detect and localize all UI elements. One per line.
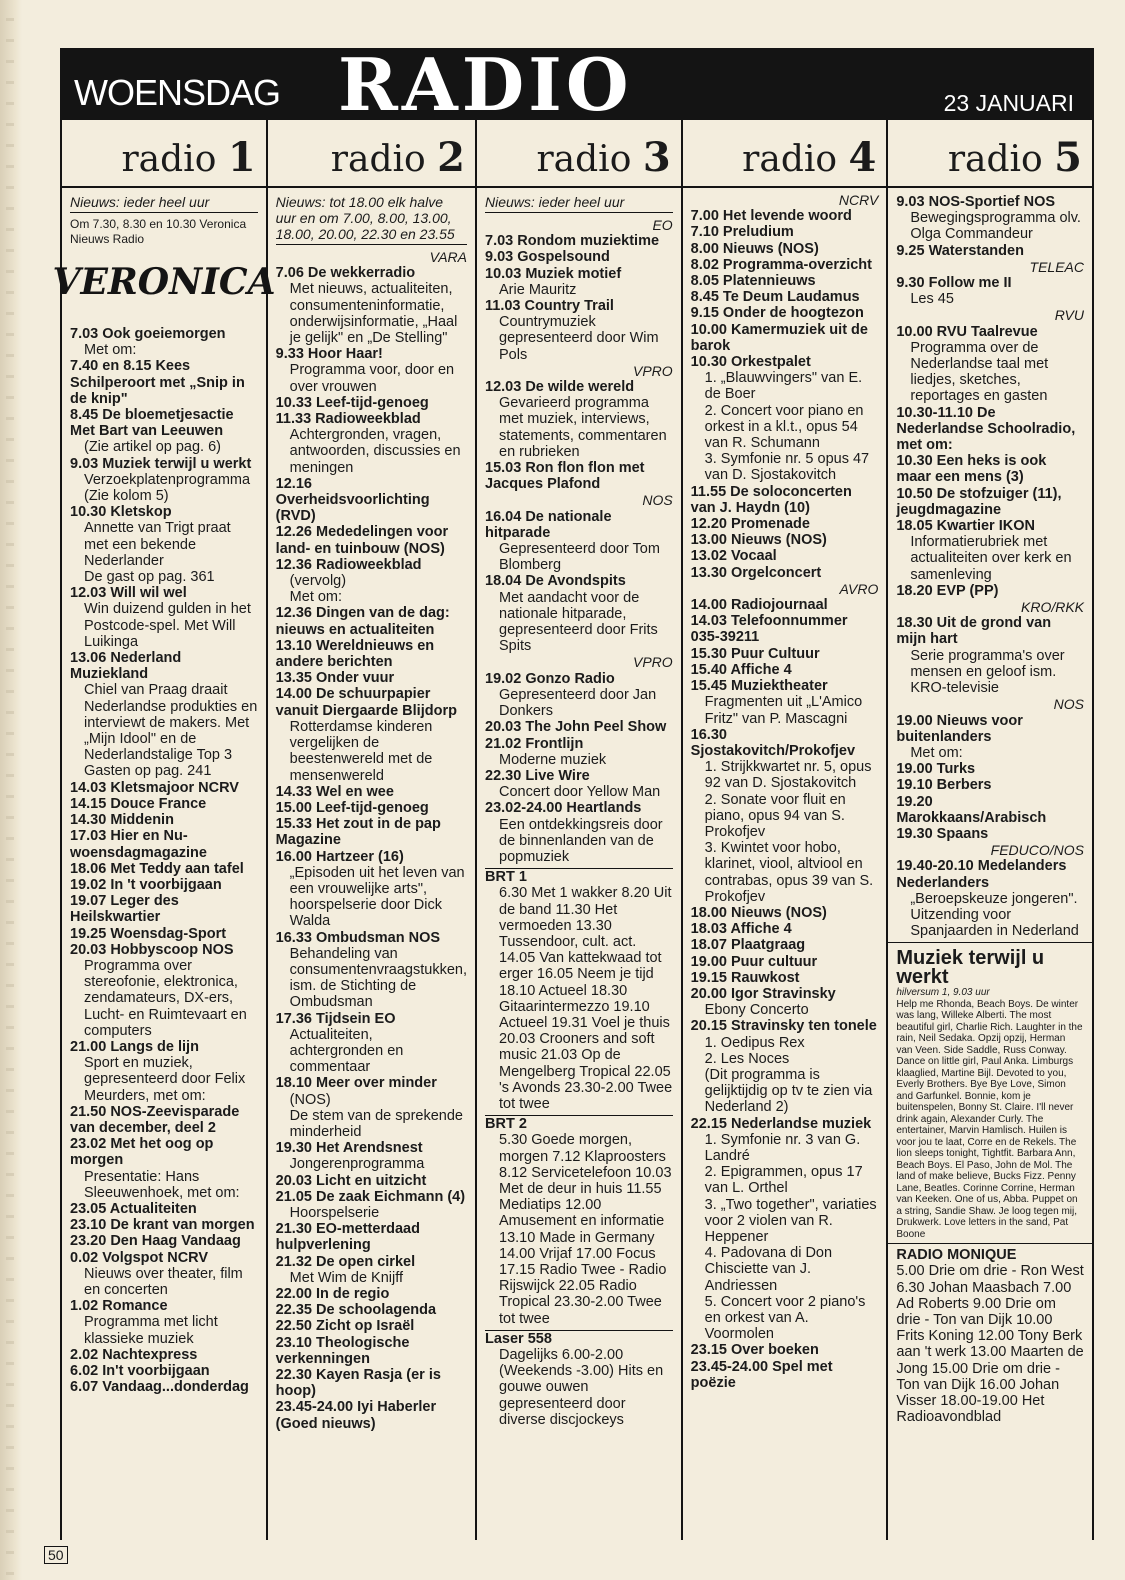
program-entry: 22.00 In de regio [275,1286,390,1302]
broadcaster-label: KRO/RKK [1021,599,1085,616]
program-entry: 21.32 De open cirkel [275,1253,416,1270]
program-entry: 18.07 Plaatgraag [690,937,806,954]
program-entry: 18.10 Meer over minder [275,1075,437,1092]
program-entry: 22.30 Live Wire [485,767,590,784]
program-entry: 23.45-24.00 Iyi Haberler (Goed nieuws) [275,1399,437,1432]
program-entry: 19.30 Spaans [896,825,989,842]
program-entry: 1.02 Romance [70,1298,168,1315]
program-description: 3. Symfonie nr. 5 opus 47 van D. Sjostakovitch [704,451,870,484]
program-entry: 9.15 Onder de hoogtezon [690,305,864,322]
program-entry: 9.03 Gospelsound [485,249,610,266]
news-note: Nieuws: tot 18.00 elk halve uur en om 7.00, 8.00, 13.00, 18.00, 20.00, 22.30 en 23.55 [276,188,467,245]
program-entry: 9.03 Muziek terwijl u werkt [70,455,252,472]
broadcaster-label: NOS [642,492,673,509]
program-entry: 9.33 Hoor Haar! [275,346,383,363]
program-description: 1. „Blauwvingers" van E. de Boer [704,370,863,403]
monique-text: 5.00 Drie om drie - Ron West 6.30 Johan Maasbach 7.00 Ad Roberts 9.00 Drie om drie - Ton van Dijk 10.00 Frits Koning 12.00 Tony Berk aan 't werk 13.00 Maarten de Jong 15.00 Drie om drie - Ton van Dijk 16.00 Johan Visser 18.00-19.00 Het Radioavondblad [896,1263,1084,1426]
program-entry: 12.03 Will wil wel [70,585,187,602]
program-description: De stem van de sprekende minderheid [289,1107,463,1140]
program-entry: 10.03 Muziek motief [485,265,622,282]
program-entry: 10.30-11.10 De Nederlandse Schoolradio, met om: [896,404,1076,454]
program-entry: 8.05 Platennieuws [690,273,816,290]
program-description: Gasten op pag. 241 [84,763,212,780]
program-entry: 18.00 Nieuws (NOS) [690,904,827,921]
program-description: Gepresenteerd door Jan Donkers [499,686,657,720]
program-description: Met Wim de Knijff [289,1269,404,1286]
program-description: Programma over stereofonie, elektronica, zendamateurs, DX-ers, Lucht- en Ruimtevaart en computers [84,957,247,1039]
program-description: Programma met licht klassieke muziek [84,1314,218,1347]
program-description: „Beroepskeuze jongeren". Uitzending voor Spanjaarden in Nederland [910,890,1079,940]
program-entry: 20.03 Hobbyscoop NOS [70,941,234,958]
program-description: Dagelijks 6.00-2.00 (Weekends -3.00) Hits en gouwe ouwen gepresenteerd door diverse discjockeys [499,1347,664,1428]
station-heading: Laser 558 [485,1330,673,1347]
broadcaster-label: VARA [429,249,467,265]
program-entry: 20.15 Stravinsky ten tonele [690,1018,877,1035]
broadcaster-label: NCRV [838,192,879,208]
program-entry: 19.25 Woensdag-Sport [70,925,227,942]
program-entry: 8.45 De bloemetjesactie Met Bart van Leeuwen [70,407,234,440]
program-entry: 18.20 EVP (PP) [896,582,999,599]
program-description: Actualiteiten, achtergronden en commentaar [289,1026,404,1076]
program-entry: 19.40-20.10 Medelanders Nederlanders [896,858,1067,891]
program-entry: 14.15 Douce France [70,795,207,812]
program-description: Ebony Concerto [704,1002,809,1019]
program-entry: 20.03 The John Peel Show [485,719,667,736]
program-entry: 19.07 Leger des Heilskwartier [70,893,179,926]
program-entry: 13.35 Onder vuur [275,670,395,687]
program-entry: 19.30 Het Arendsnest [275,1140,423,1157]
program-entry: 18.30 Uit de grond van mijn hart [896,615,1052,648]
broadcaster-label: RVU [1054,307,1085,324]
program-entry: 8.45 Te Deum Laudamus [690,289,860,306]
program-entry: 10.50 De stofzuiger (11), jeugdmagazine [896,485,1062,518]
program-description: Gepresenteerd door Tom Blomberg [499,541,660,574]
program-list [485,217,673,1428]
program-entry: 13.00 Nieuws (NOS) [690,532,827,549]
program-entry: 12.16 Overheidsvoorlichting (RVD) [275,475,430,525]
program-description: 1. Symfonie nr. 3 van G. Landré [704,1131,861,1164]
program-entry: 21.00 Langs de lijn [70,1038,199,1055]
program-description: Informatierubriek met actualiteiten over kerk en samenleving [910,534,1072,583]
program-description: 1. Oedipus Rex [704,1034,805,1051]
program-description: Met om: [910,744,963,761]
program-description: Nieuws over theater, film en concerten [84,1265,243,1298]
program-entry: 0.02 Volgspot NCRV [70,1249,209,1266]
program-entry: 12.20 Promenade [690,516,810,533]
news-note: Nieuws: ieder heel uur [70,188,258,213]
program-entry: 2.02 Nachtexpress [70,1346,198,1363]
program-description: 4. Padovana di Don Chisciette van J. Andriessen [704,1245,833,1294]
program-description: Win duizend gulden in het Postcode-spel. Met Will Luikinga [84,601,251,650]
program-entry: 10.00 Kamermuziek uit de barok [690,321,868,354]
program-entry: 14.03 Telefoonnummer 035-39211 [690,613,848,646]
program-description: (vervolg) [289,573,347,590]
program-entry: 21.05 De zaak Eichmann (4) [275,1188,466,1205]
program-entry: 18.04 De Avondspits [485,573,626,590]
program-entry: 19.02 Gonzo Radio [485,670,615,687]
column-radio-2 [268,120,477,1540]
page-binding [0,0,22,1580]
program-entry: 19.02 In 't voorbijgaan [70,876,222,893]
program-description: (Zie kolom 5) [84,488,169,505]
veronica-logo [52,257,276,305]
program-description: „Episoden uit het leven van een vrouwelijke arts", hoorspelserie door Dick Walda [289,864,465,930]
divider [888,1243,1092,1244]
program-entry: 14.03 Kletsmajoor NCRV [70,779,239,796]
program-entry: 13.06 Nederland Muziekland [70,650,182,683]
program-list [70,326,258,1395]
program-entry: 7.03 Ook goeiemorgen [70,326,226,342]
program-entry: 17.36 Tijdsein EO [275,1010,396,1027]
program-entry: 7.06 De wekkerradio [275,265,416,282]
program-list [691,192,879,1391]
program-description: Achtergronden, vragen, antwoorden, discussies en meningen [289,427,461,476]
program-entry: 12.03 De wilde wereld [485,379,635,396]
program-description: Sport en muziek, gepresenteerd door Felix Meurders, met om: [84,1055,246,1104]
program-description: Met aandacht voor de nationale hitparade, gepresenteerd door Frits Spits [499,589,658,655]
program-list [276,249,467,1432]
broadcaster-label: AVRO [839,580,879,597]
program-description: Les 45 [910,291,954,308]
program-entry: 23.20 Den Haag Vandaag [70,1233,241,1250]
program-entry: 16.33 Ombudsman NOS [275,929,441,946]
program-entry: 12.36 Dingen van de dag: nieuws en actualiteiten [275,605,450,638]
program-entry: 19.15 Rauwkost [690,969,800,986]
program-description: (Dit programma is gelijktijdig op tv te zien via Nederland 2) [704,1066,873,1116]
program-entry: 21.50 NOS-Zeevisparade van december, deel 2 [70,1103,240,1136]
program-description: Met om: [84,342,137,359]
program-entry: 10.00 RVU Taalrevue [896,323,1038,340]
program-description: 6.30 Met 1 wakker 8.20 Uit de band 11.30 Het vermoeden 13.30 Tussendoor, cult. act. 14.05 Van kattekwaad tot erger 16.05 Neem je tijd 18.10 Actueel 18.30 Gitaarintermezzo 19.10 Actueel 19.31 Voel je thuis 20.03 Crooners and soft music 21.03 Op de Mengelberg Tropical 22.05 's Avonds 23.30-2.00 Twee tot twee [499,885,673,1112]
program-description: 2. Epigrammen, opus 17 van L. Orthel [704,1164,863,1197]
program-description: De gast op pag. 361 [84,569,215,586]
program-entry: 23.15 Over boeken [690,1342,819,1359]
program-entry: 15.33 Het zout in de pap Magazine [275,816,441,849]
program-entry: 14.00 De schuurpapier vanuit Diergaarde Blijdorp [275,686,457,719]
program-description: Behandeling van consumentenvraagstukken, ism. de Stichting de Ombudsman [289,945,467,1011]
header-date: 23 JANUARI [943,90,1074,116]
program-description: Rotterdamse kinderen vergelijken de beestenwereld met de mensenwereld [289,718,433,784]
column-title: radio 5 [888,120,1092,188]
program-entry: 7.10 Preludium [690,224,794,241]
station-heading: BRT 2 [485,1115,673,1132]
program-entry: 9.03 NOS-Sportief NOS [896,194,1056,210]
broadcaster-label: NOS [1053,696,1085,713]
program-description: Met om: [289,589,343,606]
program-description: Hoorspelserie [289,1204,380,1221]
program-entry: 13.02 Vocaal [690,548,777,565]
program-entry: 22.30 Kayen Rasja (er is hoop) [275,1367,441,1400]
broadcaster-label: VPRO [632,654,673,671]
program-entry: 23.02 Met het oog op morgen [70,1136,214,1169]
program-entry: 23.02-24.00 Heartlands [485,800,642,817]
program-description: Moderne muziek [499,751,607,768]
program-description: 2. Sonate voor fluit en piano, opus 94 van S. Prokofjev [704,791,846,840]
program-description: Chiel van Praag draait Nederlandse produkties en interviewt de makers. Met „Mijn Idool" en de Nederlandstalige Top 3 [84,682,258,764]
program-entry: 11.55 De soloconcerten van J. Haydn (10) [690,483,852,516]
program-entry: 6.07 Vandaag...donderdag [70,1379,249,1396]
program-entry: 10.30 Een heks is ook maar een mens (3) [896,453,1047,486]
column-radio-1 [52,120,276,1540]
header-title: RADIO [338,42,633,127]
station-heading: BRT 1 [485,868,673,885]
box-subtitle: hilversum 1, 9.03 uur [896,987,990,999]
program-entry: 19.00 Puur cultuur [690,953,818,970]
program-description: Verzoekplatenprogramma [84,471,251,488]
columns [52,120,1094,1540]
page-number: 50 [44,1546,68,1564]
column-radio-5 [888,120,1092,1540]
program-entry: 23.10 Theologische verkenningen [275,1334,410,1367]
program-description: Bewegingsprogramma olv. Olga Commandeur [910,210,1081,243]
program-description: Programma over de Nederlandse taal met liedjes, sketches, reportages en gasten [910,339,1049,405]
program-entry: 13.30 Orgelconcert [690,564,822,581]
program-entry: 16.00 Hartzeer (16) [275,848,404,865]
program-entry: 10.33 Leef-tijd-genoeg [275,394,429,411]
program-entry: 15.40 Affiche 4 [690,661,792,678]
program-entry: 23.10 De krant van morgen [70,1217,255,1234]
binding-holes [6,0,14,1580]
program-entry: 15.30 Puur Cultuur [690,645,820,662]
program-entry: 18.05 Kwartier IKON [896,518,1035,535]
program-entry: 11.33 Radioweekblad [275,411,421,428]
box-text: Help me Rhonda, Beach Boys. De winter was lang, Willeke Alberti. The most beautiful girl, Charlie Rich. Laughter in the rain, Neil Sedaka. Opzij opzij, Herman van Veen. Side Saddle, Russ Conway. Dance on little girl, Paul Anka. Limburgs klaaglied, Martine Bijl. Devoted to you, Everly Brothers. Bye Bye Love, Simon and Garfunkel. Bonnie, kom je buitenspelen, Bonny St. Claire. I'll never drink again, Alexander Curly. The entertainer, Marvin Hamlisch. Huilen is voor jou te laat, Corre en de Rekels. The lion sleeps tonight, Tightfit. Barbara Ann, Beach Boys. El Paso, John de Mol. The land of make believe, Bucks Fizz. Penny Lane, Beatles. Corinne Corrine, Herman van Keeken. One of us, Abba. Puppet on a string, Sandie Shaw. Je loog tegen mij, Drukwerk. Love letters in the sand, Pat Boone [896,998,1083,1240]
program-entry: 19.00 Nieuws voor buitenlanders [896,712,1023,745]
program-description: 2. Concert voor piano en orkest in a kl.t., opus 54 van R. Schumann [704,402,864,452]
program-description: Fragmenten uit „L'Amico Fritz" van P. Mascagni [704,694,863,727]
program-description: Jongerenprogramma [289,1156,425,1173]
program-description: 5. Concert voor 2 piano's en orkest van A. Voormolen [704,1293,866,1343]
program-entry: 10.30 Kletskop [70,504,172,521]
program-entry: 19.10 Berbers [896,777,992,794]
broadcaster-label: FEDUCO/NOS [990,842,1085,859]
program-entry: 16.04 De nationale hitparade [485,508,612,541]
program-description: Annette van Trigt praat met een bekende Nederlander [84,520,231,569]
program-description: (NOS) [289,1091,331,1108]
program-entry: 15.03 Ron flon flon met Jacques Plafond [485,460,645,493]
program-entry: 20.03 Licht en uitzicht [275,1172,427,1189]
program-entry: 9.25 Waterstanden [896,242,1024,259]
program-description: Arie Mauritz [499,281,577,298]
program-entry: 16.30 Sjostakovitch/Prokofjev [690,726,856,759]
program-description: Programma voor, door en over vrouwen [289,362,455,395]
program-entry: 10.30 Orkestpalet [690,354,811,371]
program-entry: 23.45-24.00 Spel met poëzie [690,1358,833,1391]
program-entry: 21.02 Frontlijn [485,735,584,752]
column-title: radio 4 [683,120,887,188]
program-entry: 22.35 De schoolagenda [275,1302,437,1319]
column-title: radio 3 [477,120,681,188]
program-description: Gevarieerd programma met muziek, interviews, statements, commentaren en rubrieken [499,395,667,460]
program-description: 3. „Two together", variaties voor 2 violen van R. Heppener [704,1196,877,1245]
program-entry: 8.02 Programma-overzicht [690,256,872,273]
program-description: Concert door Yellow Man [499,784,661,801]
program-description: Serie programma's over mensen en geloof ism. KRO-televisie [910,647,1065,697]
monique-title: RADIO MONIQUE [896,1247,1017,1264]
program-entry: 15.45 Muziektheater [690,678,828,695]
program-entry: 18.06 Met Teddy aan tafel [70,860,244,877]
program-entry: 22.50 Zicht op Israël [275,1318,415,1335]
program-entry: 9.30 Follow me II [896,275,1012,292]
column-radio-4 [683,120,889,1540]
news-note: Nieuws: ieder heel uur [485,188,673,213]
program-entry: 14.00 Radiojournaal [690,597,828,614]
program-entry: 7.00 Het levende woord [690,208,852,225]
program-description: 1. Strijkkwartet nr. 5, opus 92 van D. Sjostakovitch [704,759,872,792]
program-entry: 14.33 Wel en wee [275,783,394,800]
column-title: radio 2 [268,120,475,188]
program-entry: 22.15 Nederlandse muziek [690,1115,872,1132]
program-entry: 14.30 Middenin [70,812,174,829]
broadcaster-label: EO [652,217,673,233]
box-title: Muziek terwijl u werkt [896,947,1045,989]
program-entry: 11.03 Country Trail [485,298,614,315]
program-entry: 19.00 Turks [896,761,976,778]
program-entry: 15.00 Leef-tijd-genoeg [275,799,429,816]
program-description: 3. Kwintet voor hobo, klarinet, viool, altviool en contrabas, opus 39 van S. Prokofjev [704,840,874,905]
program-description: 2. Les Noces [704,1050,790,1067]
broadcaster-label: TELEAC [1029,258,1085,275]
program-entry: 8.00 Nieuws (NOS) [690,240,819,257]
program-description: (Zie artikel op pag. 6) [84,439,222,456]
column-radio-3 [477,120,683,1540]
program-entry: 7.03 Rondom muziektime [485,233,660,250]
program-entry: 13.10 Wereldnieuws en andere berichten [275,637,435,671]
column-title: radio 1 [62,120,266,188]
program-entry: 7.40 en 8.15 Kees Schilperoort met „Snip in de knip" [70,358,245,407]
program-description: Met nieuws, actualiteiten, consumenteninformatie, onderwijsinformatie, „Haal je gelijk" en „De Stelling" [289,281,458,347]
veronica-note: Om 7.30, 8.30 en 10.30 Veronica Nieuws Radio [70,217,247,246]
header-day: WOENSDAG [74,72,281,113]
divider [888,942,1092,943]
program-entry: 12.36 Radioweekblad [275,556,422,573]
program-entry: 18.03 Affiche 4 [690,921,792,938]
program-entry: 6.02 In't voorbijgaan [70,1363,210,1379]
program-entry: 12.26 Mededelingen voor land- en tuinbouw (NOS) [275,524,449,557]
program-description: 5.30 Goede morgen, morgen 7.12 Klaproosters 8.12 Servicetelefoon 10.03 Met de deur in huis 11.55 Mediatips 12.00 Amusement en informatie 13.10 Made in Germany 14.00 Vrijaf 17.00 Focus 17.15 Radio Twee - Radio Rijswijck 22.05 Radio Tropical 23.30-2.00 Twee tot twee [499,1132,672,1327]
program-entry: 19.20 Marokkaans/Arabisch [896,793,1047,826]
program-entry: 21.30 EO-metterdaad hulpverlening [275,1221,420,1254]
broadcaster-label: VPRO [632,362,673,379]
program-description: Een ontdekkingsreis door de binnenlanden van de popmuziek [499,816,663,865]
program-entry: 20.00 Igor Stravinsky [690,985,836,1002]
program-description: Presentatie: Hans Sleeuwenhoek, met om: [84,1168,240,1201]
program-entry: 17.03 Hier en Nu-woensdagmagazine [70,828,207,861]
program-description: Countrymuziek gepresenteerd door Wim Pols [499,314,659,363]
program-list [896,194,1084,939]
page-header [60,42,1094,127]
veronica-logo-text: VERONICA [52,261,276,303]
program-entry: 23.05 Actualiteiten [70,1200,197,1217]
